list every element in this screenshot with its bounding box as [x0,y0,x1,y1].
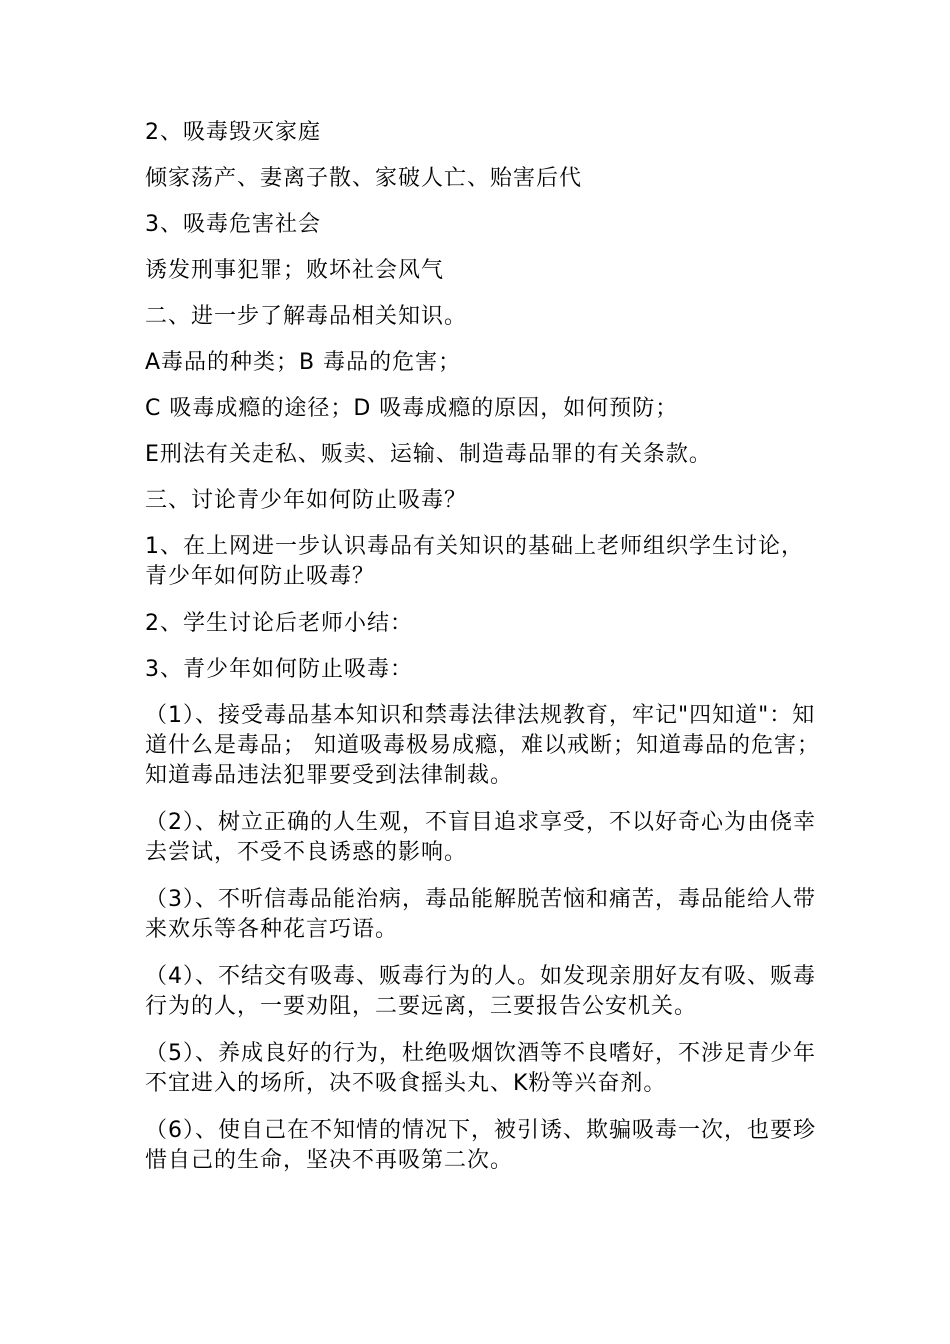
paragraph-9: 三、讨论青少年如何防止吸毒？ [145,488,468,513]
paragraph-3: 3、吸毒危害社会 [145,212,321,237]
paragraph-12: 3、青少年如何防止吸毒： [145,657,413,682]
paragraph-7: C 吸毒成瘾的途径；D 吸毒成瘾的原因，如何预防； [145,396,679,421]
paragraph-16: （4）、不结交有吸毒、贩毒行为的人。如发现亲朋好友有吸、贩毒行为的人，一要劝阻，二要远离，三要报告公安机关。 [145,964,816,1019]
paragraph-17: （5）、养成良好的行为，杜绝吸烟饮酒等不良嗜好，不涉足青少年不宜进入的场所，决不吸食摇头丸、K粉等兴奋剂。 [145,1041,816,1096]
paragraph-8: E刑法有关走私、贩卖、运输、制造毒品罪的有关条款。 [145,442,712,467]
paragraph-15: （3）、不听信毒品能治病，毒品能解脱苦恼和痛苦，毒品能给人带来欢乐等各种花言巧语。 [145,887,816,942]
paragraph-11: 2、学生讨论后老师小结： [145,611,413,636]
paragraph-5: 二、进一步了解毒品相关知识。 [145,304,468,329]
paragraph-1: 2、吸毒毁灭家庭 [145,120,321,145]
paragraph-6: A毒品的种类；B 毒品的危害； [145,350,462,375]
paragraph-13: （1）、接受毒品基本知识和禁毒法律法规教育，牢记"四知道"：知道什么是毒品； 知道吸毒极易成瘾，难以戒断；知道毒品的危害；知道毒品违法犯罪要受到法律制裁。 [145,703,820,788]
paragraph-14: （2）、树立正确的人生观，不盲目追求享受，不以好奇心为由侥幸去尝试，不受不良诱惑的影响。 [145,810,816,865]
paragraph-4: 诱发刑事犯罪；败坏社会风气 [145,258,445,283]
paragraph-10: 1、在上网进一步认识毒品有关知识的基础上老师组织学生讨论，青少年如何防止吸毒？ [145,534,804,589]
paragraph-2: 倾家荡产、妻离子散、家破人亡、贻害后代 [145,166,583,191]
document-body [145,118,825,1176]
paragraph-18: （6）、使自己在不知情的情况下，被引诱、欺骗吸毒一次，也要珍惜自己的生命，坚决不再吸第二次。 [145,1118,816,1173]
